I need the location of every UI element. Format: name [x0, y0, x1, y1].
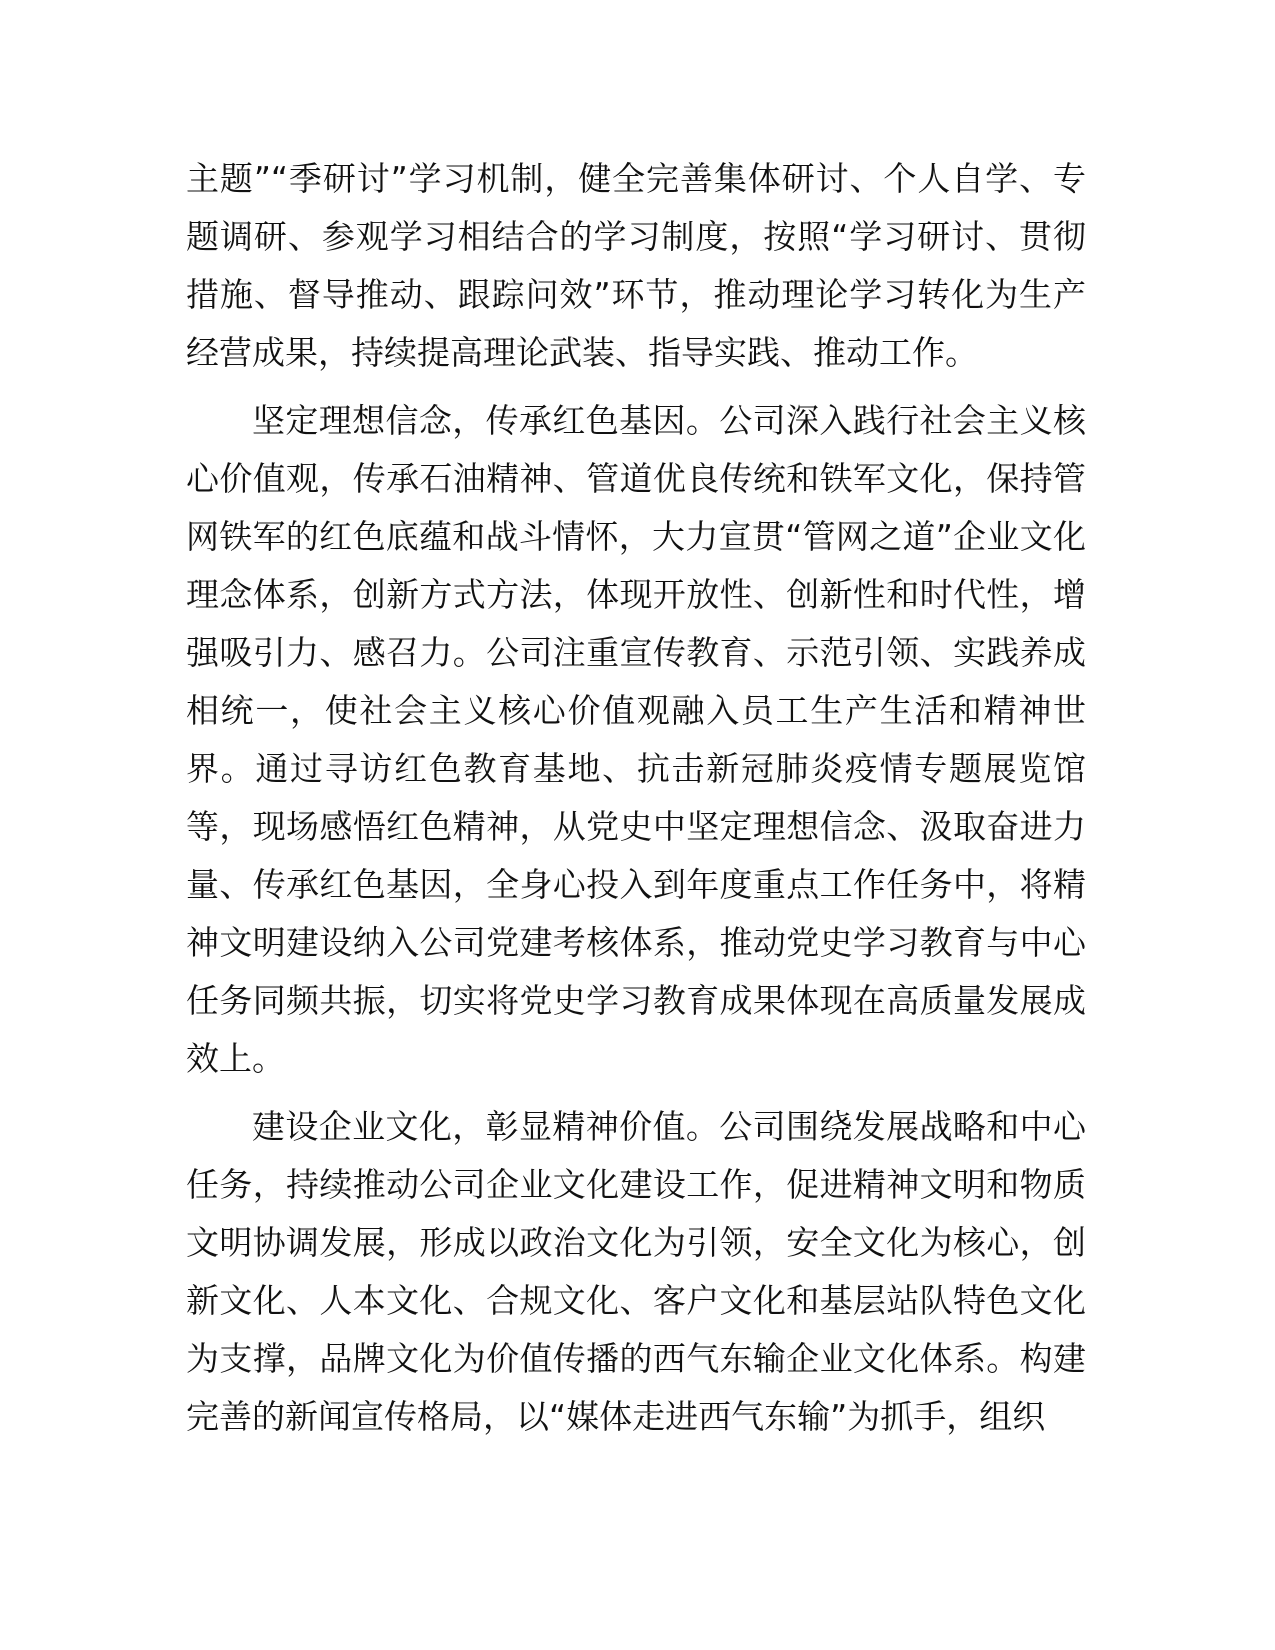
paragraph-2: 坚定理想信念，传承红色基因。公司深入践行社会主义核心价值观，传承石油精神、管道优良传统和铁军文化，保持管网铁军的红色底蕴和战斗情怀，大力宣贯“管网之道”企业文化理念体系，创新方式方法，体现开放性、创新性和时代性，增强吸引力、感召力。公司注重宣传教育、示范引领、实践养成相统一，使社会主义核心价值观融入员工生产生活和精神世界。通过寻访红色教育基地、抗击新冠肺炎疫情专题展览馆等，现场感悟红色精神，从党史中坚定理想信念、汲取奋进力量、传承红色基因，全身心投入到年度重点工作任务中，将精神文明建设纳入公司党建考核体系，推动党史学习教育与中心任务同频共振，切实将党史学习教育成果体现在高质量发展成效上。: [186, 401, 1086, 1078]
paragraph-3: 建设企业文化，彰显精神价值。公司围绕发展战略和中心任务，持续推动公司企业文化建设工作，促进精神文明和物质文明协调发展，形成以政治文化为引领，安全文化为核心，创新文化、人本文化、合规文化、客户文化和基层站队特色文化为支撑，品牌文化为价值传播的西气东输企业文化体系。构建完善的新闻宣传格局，以“媒体走进西气东输”为抓手，组织: [186, 1107, 1086, 1436]
paragraph-1: 主题”“季研讨”学习机制，健全完善集体研讨、个人自学、专题调研、参观学习相结合的学习制度，按照“学习研讨、贯彻措施、督导推动、跟踪问效”环节，推动理论学习转化为生产经营成果，持续提高理论武装、指导实践、推动工作。: [186, 159, 1086, 372]
document-body: [186, 150, 1086, 1456]
